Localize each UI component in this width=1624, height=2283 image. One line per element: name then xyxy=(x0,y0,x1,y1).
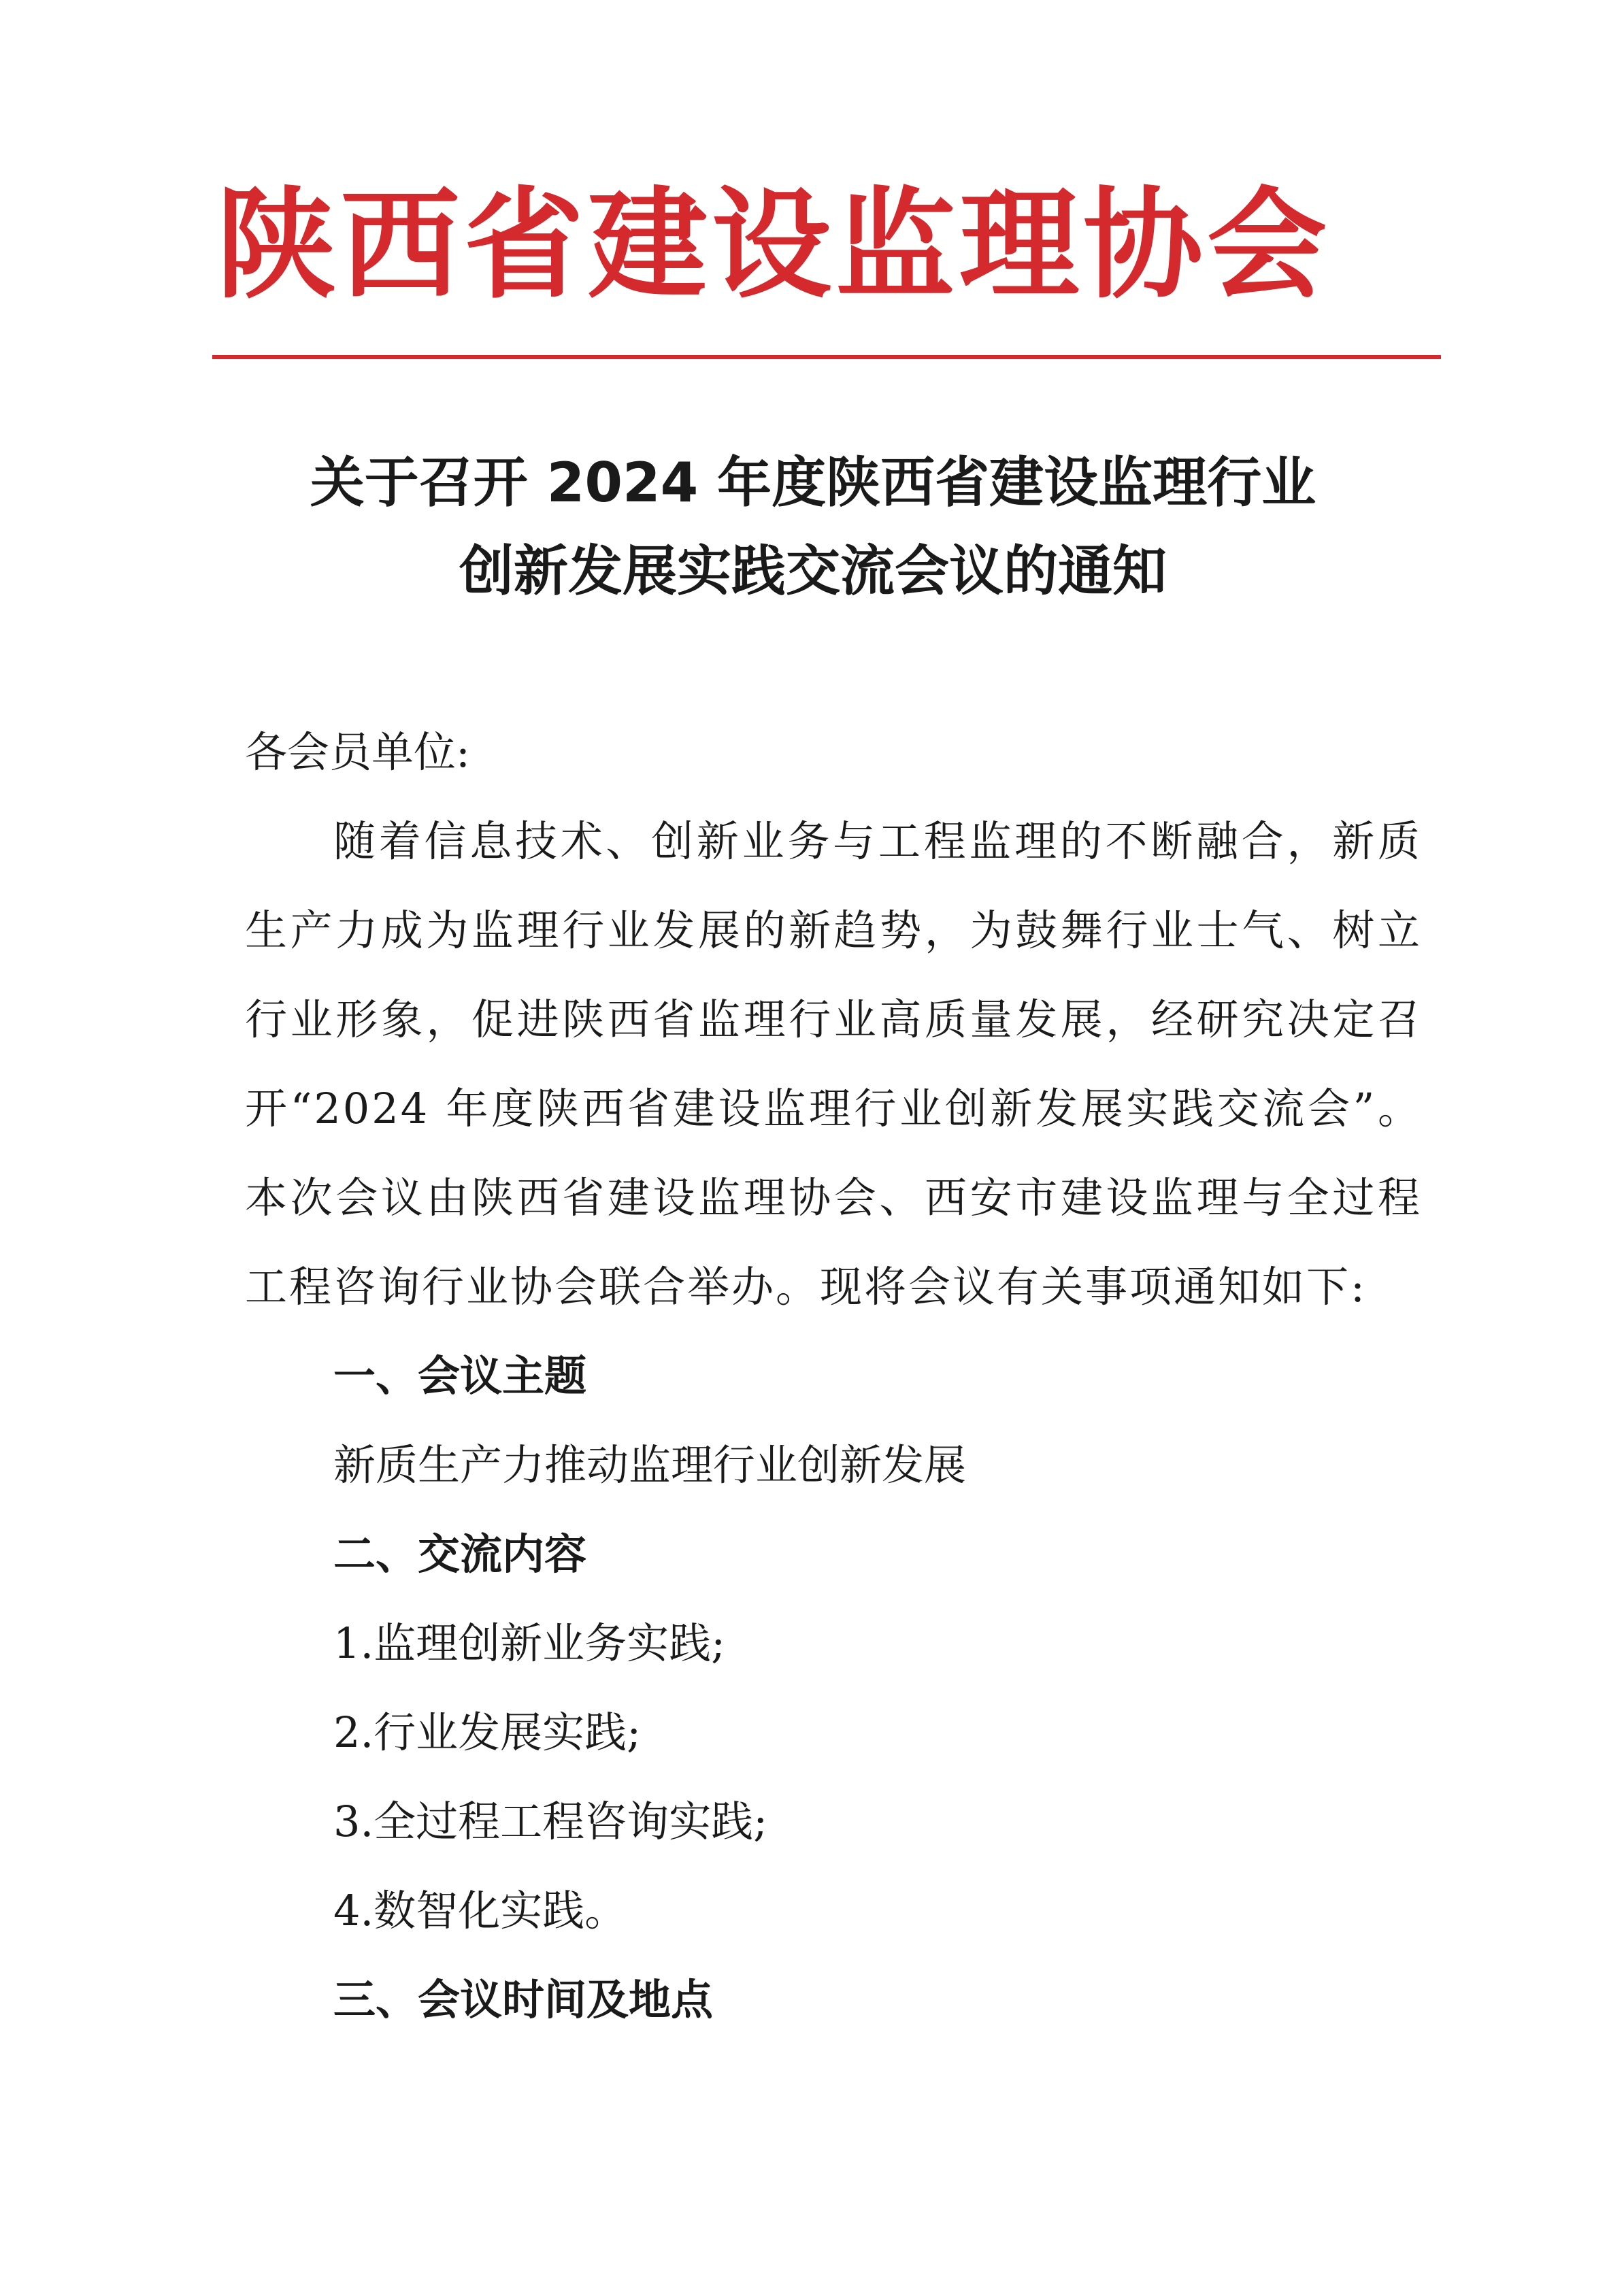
list-item: 3.全过程工程咨询实践; xyxy=(333,1797,768,1846)
document-body xyxy=(245,707,1422,2044)
list-item: 2.行业发展实践; xyxy=(333,1707,642,1757)
document-title-line-2: 创新发展实践交流会议的通知 xyxy=(459,539,1167,603)
salutation: 各会员单位: xyxy=(245,727,470,777)
section-content-theme: 新质生产力推动监理行业创新发展 xyxy=(333,1440,967,1490)
list-item: 4.数智化实践。 xyxy=(333,1886,627,1935)
section-heading-theme: 一、会议主题 xyxy=(333,1351,587,1401)
section-heading-exchange-content: 二、交流内容 xyxy=(333,1529,587,1579)
header-divider xyxy=(212,355,1441,359)
organization-header: 陕西省建设监理协会 xyxy=(216,174,1331,315)
document-title-line-1: 关于召开 2024 年度陕西省建设监理行业 xyxy=(310,451,1316,514)
section-heading-time-location: 三、会议时间及地点 xyxy=(333,1975,714,2024)
list-item: 1.监理创新业务实践; xyxy=(333,1618,726,1668)
document-title xyxy=(204,439,1422,616)
intro-paragraph: 随着信息技术、创新业务与工程监理的不断融合，新质生产力成为监理行业发展的新趋势，为鼓舞行业士气、树立行业形象，促进陕西省监理行业高质量发展，经研究决定召开“2024 年度陕西省建设监理行业创新发展实践交流会”。本次会议由陕西省建设监理协会、西安市建设监理与全过程工程咨询行业协会联合举办。现将会议有关事项通知如下: xyxy=(245,816,1422,1312)
